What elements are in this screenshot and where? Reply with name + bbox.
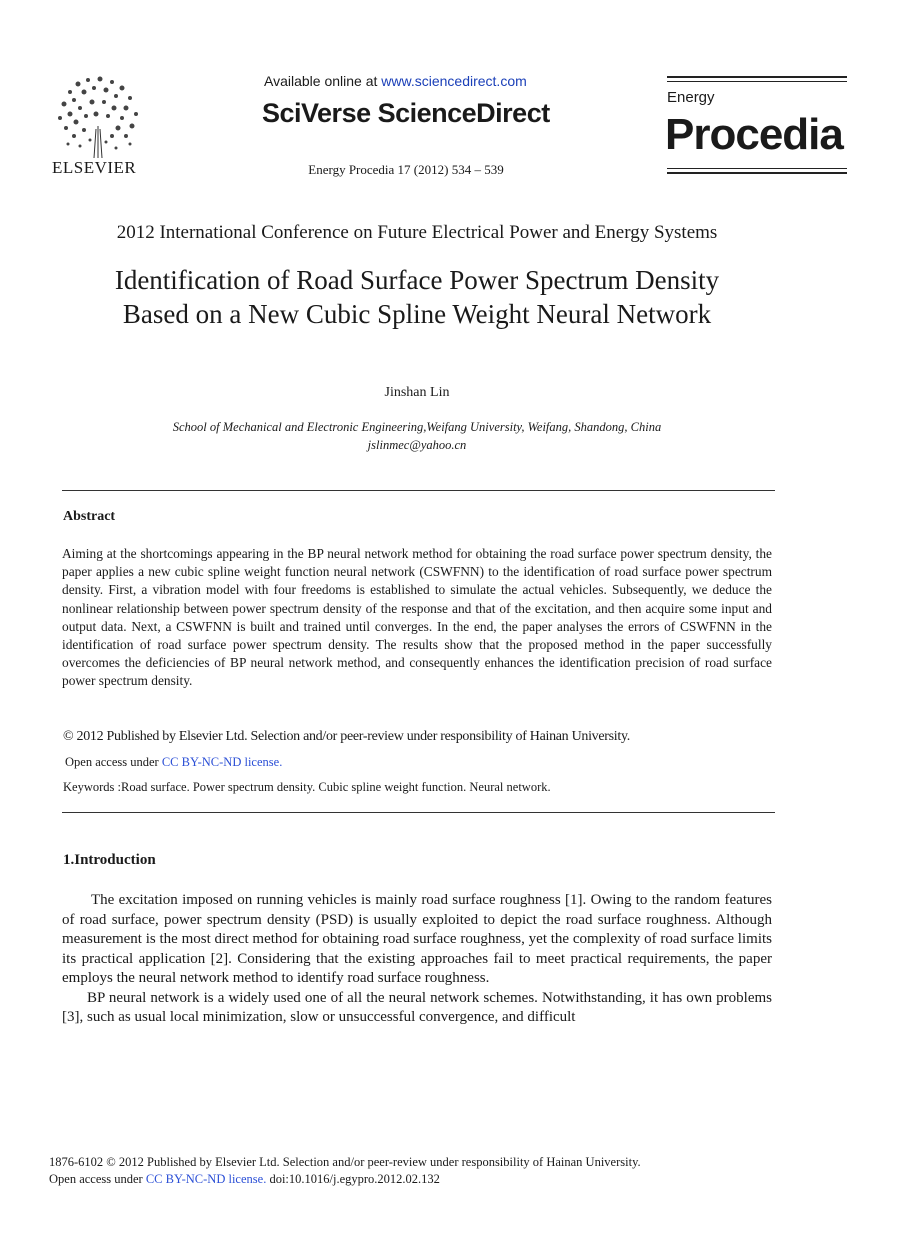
- title-line-1: Identification of Road Surface Power Spectrum Density: [114, 265, 720, 295]
- logo-rule: [667, 172, 847, 174]
- copyright-notice: © 2012 Published by Elsevier Ltd. Selection and/or peer-review under responsibility of Hainan University.: [63, 729, 630, 744]
- logo-rule: [667, 168, 847, 169]
- paper-title: [0, 263, 834, 331]
- author-email[interactable]: jslinmec@yahoo.cn: [367, 438, 467, 452]
- footer-license-link[interactable]: CC BY-NC-ND license.: [145, 1172, 267, 1186]
- open-access-prefix: Open access under: [65, 755, 162, 769]
- section-heading-introduction: 1.Introduction: [63, 852, 156, 868]
- sciencedirect-link[interactable]: www.sciencedirect.com: [381, 73, 527, 89]
- journal-reference: Energy Procedia 17 (2012) 534 – 539: [308, 162, 504, 177]
- platform-name: SciVerse ScienceDirect: [262, 98, 550, 128]
- footer: [49, 1154, 641, 1188]
- affiliation: [0, 418, 834, 454]
- elsevier-wordmark: ELSEVIER: [52, 158, 137, 177]
- footer-copyright: 1876-6102 © 2012 Published by Elsevier Ltd. Selection and/or peer-review under responsibility of Hainan University.: [49, 1155, 641, 1169]
- logo-rule: [667, 76, 847, 78]
- open-access-notice: [65, 755, 282, 770]
- conference-name: 2012 International Conference on Future Electrical Power and Energy Systems: [116, 222, 718, 243]
- affiliation-text: School of Mechanical and Electronic Engineering,Weifang University, Weifang, Shandong, China: [172, 420, 662, 434]
- abstract-heading: Abstract: [63, 509, 116, 524]
- title-line-2: Based on a New Cubic Spline Weight Neural Network: [122, 299, 712, 329]
- introduction-body: [62, 891, 772, 1028]
- footer-open-access-prefix: Open access under: [49, 1172, 146, 1186]
- available-online: [264, 73, 527, 89]
- footer-doi[interactable]: doi:10.1016/j.egypro.2012.02.132: [266, 1172, 440, 1186]
- keywords: Keywords :Road surface. Power spectrum density. Cubic spline weight function. Neural network.: [63, 780, 551, 794]
- footer-license-line: [49, 1171, 641, 1188]
- available-prefix: Available online at: [264, 73, 382, 89]
- author-name: Jinshan Lin: [384, 385, 450, 400]
- logo-energy-text: Energy: [667, 89, 715, 106]
- license-link[interactable]: CC BY-NC-ND license.: [161, 755, 283, 769]
- introduction-paragraph-1: The excitation imposed on running vehicles is mainly road surface roughness [1]. Owing to the random features of road surface, power spectrum density (PSD) is usually exploited to depict the road surface roughness. Although measurement is the most direct method for obtaining road surface roughness, yet the complexity of road surface limits its practical application [2]. Considering that the existing approaches fail to meet practical requirements, the paper employs the neural network method to identify road surface roughness.: [62, 892, 772, 986]
- divider: [62, 490, 775, 491]
- logo-procedia-text: Procedia: [665, 110, 843, 159]
- logo-rule: [667, 81, 847, 82]
- divider: [62, 812, 775, 813]
- energy-procedia-logo: [667, 76, 847, 176]
- abstract-text: Aiming at the shortcomings appearing in the BP neural network method for obtaining the road surface power spectrum density, the paper applies a new cubic spline weight function neural network (CSWFNN) to the identification of road surface power spectrum density. First, a vibration model with four freedoms is established to simulate the actual vehicles. Subsequently, we deduce the nonlinear relationship between power spectrum density of the response and that of the excitation, and then acquire some input and output data. Next, a CSWFNN is built and trained until converges. In the end, the paper analyses the errors of CSWFNN in the identification of road surface power spectrum density. The results show that the proposed method in the paper successfully overcomes the deficiencies of BP neural network method, and consequently enhances the identification precision of road surface power spectrum density.: [62, 546, 772, 689]
- introduction-paragraph-2: BP neural network is a widely used one of all the neural network schemes. Notwithstanding, it has own problems [3], such as usual local minimization, slow or unsuccessful convergence, and difficult: [62, 989, 772, 1025]
